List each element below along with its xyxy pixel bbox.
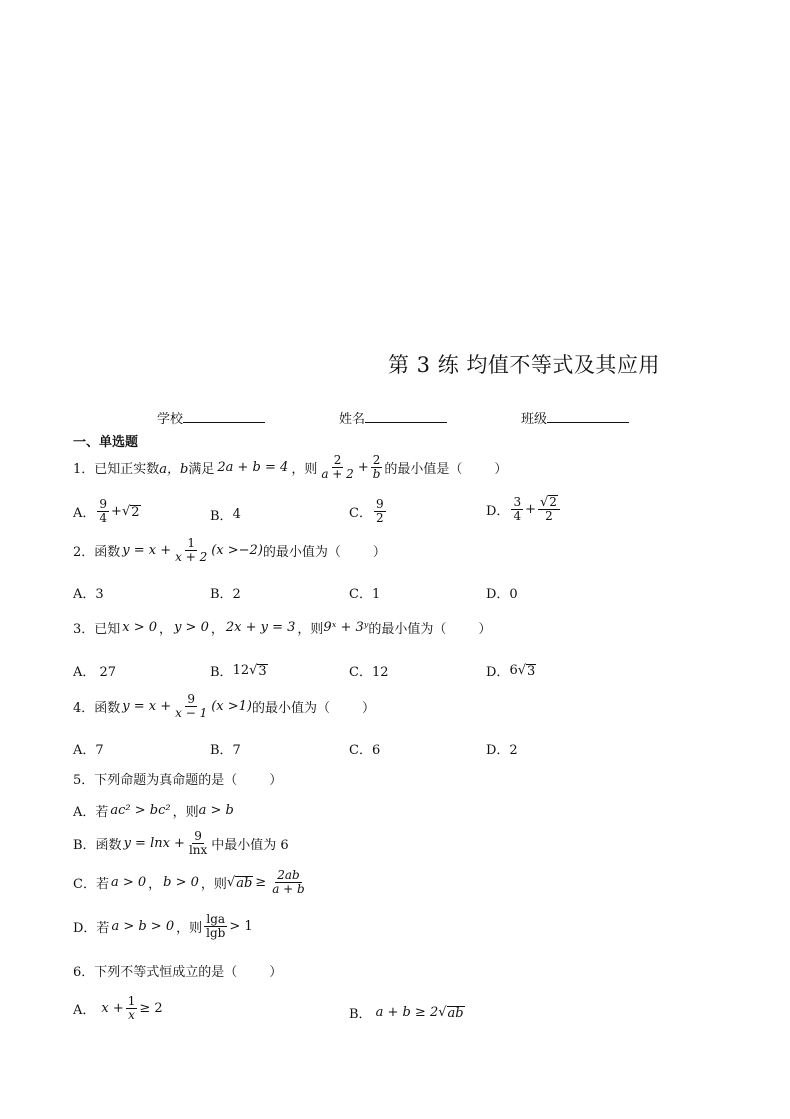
q4-option-c: C．6 xyxy=(349,743,381,758)
q1-close: ） xyxy=(494,462,508,477)
q1-option-c: C． $\frac{9}{2}$ xyxy=(349,497,384,525)
section-heading: 一、单选题 xyxy=(73,435,139,450)
q1-vars: a，b xyxy=(159,462,189,477)
q1-fraction-2: $\frac{2}{b}$ xyxy=(372,453,381,481)
name-blank xyxy=(365,410,447,423)
question-6-stem: 6．下列不等式恒成立的是（ ） xyxy=(73,965,283,980)
q2-option-a: A．3 xyxy=(73,587,104,602)
class-blank xyxy=(547,410,629,423)
class-label: 班级 xyxy=(521,412,548,427)
q1-eq: 2a + b = 4 xyxy=(217,460,289,475)
class-field xyxy=(521,408,629,427)
question-1-stem xyxy=(73,454,507,481)
sqrt-icon: √ 2 xyxy=(539,495,557,510)
q5-option-a: A．若 ac² > bc² ，则 a > b xyxy=(73,803,234,820)
sqrt-icon: √ ab xyxy=(226,875,253,891)
q5-option-b: B．函数 y = lnx + $\frac{9}{\ln x}$ 中最小值为 6 xyxy=(73,829,289,857)
q1-fraction-1: $\frac{2}{a + 2}$ xyxy=(321,453,354,481)
q1-option-b: B． 4 xyxy=(210,507,241,524)
q6-option-b: B． a + b ≥ 2 √ ab xyxy=(349,1005,464,1022)
q1-text: 1．已知正实数 xyxy=(73,462,160,477)
question-5-stem: 5．下列命题为真命题的是（ ） xyxy=(73,773,283,788)
q1-then: ，则 xyxy=(291,462,318,477)
q1-option-d: D． $\frac{3}{4}$ + √ 2 2 xyxy=(486,495,562,523)
name-field xyxy=(339,408,447,427)
school-label: 学校 xyxy=(157,412,184,427)
sqrt-icon: √ 2 xyxy=(121,504,140,520)
q4-option-a: A．7 xyxy=(73,743,104,758)
school-field xyxy=(157,408,265,427)
question-3-stem: 3．已知 x > 0 ， y > 0 ， 2x + y = 3 ，则 9ˣ + 3ʸ 的最小值为（ ） xyxy=(73,620,492,637)
q1-suffix: 的最小值是（ xyxy=(384,462,463,477)
q4-option-d: D．2 xyxy=(486,743,518,758)
q2-option-d: D．0 xyxy=(486,587,518,602)
q2-option-b: B．2 xyxy=(210,587,241,602)
q5-option-c: C．若 a > 0 ， b > 0 ，则 √ ab ≥ $\frac{2ab}{a + b}$ xyxy=(73,868,305,896)
q3-option-b: B． 12 √ 3 xyxy=(210,663,267,680)
q5-option-d: D．若 a > b > 0 ，则 $\frac{\lg a}{\lg b}$ > 1 xyxy=(73,912,253,940)
q1-plus: + xyxy=(357,460,369,475)
name-label: 姓名 xyxy=(339,412,366,427)
question-4-stem: 4．函数 y = x + $\frac{9}{x - 1}$ (x >1) 的最小值为（ ） xyxy=(73,692,376,720)
page-title: 第 3 练 均值不等式及其应用 xyxy=(388,353,660,377)
sqrt-icon: √ 3 xyxy=(517,663,536,679)
q3-option-d: D． 6 √ 3 xyxy=(486,663,536,680)
sqrt-icon: √ 3 xyxy=(249,663,267,679)
q3-option-c: C．12 xyxy=(349,665,389,680)
sqrt-icon: √ ab xyxy=(438,1005,464,1021)
school-blank xyxy=(183,410,265,423)
q2-option-c: C．1 xyxy=(349,587,381,602)
q4-option-b: B．7 xyxy=(210,743,241,758)
q1-option-a: A． $\frac{9}{4}$ + √ 2 xyxy=(73,497,140,525)
q1-mid: 满足 xyxy=(188,462,215,477)
q6-option-a: A． x + $\frac{1}{x}$ ≥ 2 xyxy=(73,994,163,1022)
q3-option-a: A． 27 xyxy=(73,665,117,680)
question-2-stem: 2．函数 y = x + $\frac{1}{x + 2}$ (x >−2) 的最小值为（ ） xyxy=(73,536,386,564)
